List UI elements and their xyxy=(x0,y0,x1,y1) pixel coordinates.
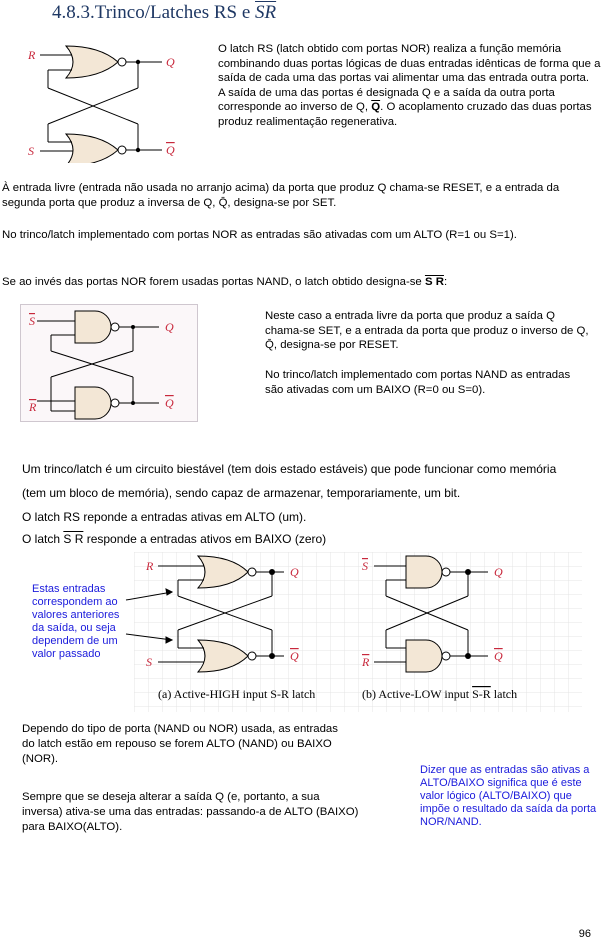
bistable-line-1: Um trinco/latch é um circuito biestável (tem dois estado estáveis) que pode funcionar como memória xyxy=(22,462,557,476)
para-nor-active: No trinco/latch implementado com portas NOR as entradas são ativadas com um ALTO (R=1 ou S=1). xyxy=(2,229,517,241)
para-nand-intro: Se ao invés das portas NOR forem usadas portas NAND, o latch obtido designa-se S R: xyxy=(2,276,448,288)
bistable-line-3: O latch RS reponde a entradas ativas em ALTO (um). xyxy=(22,510,307,524)
nor-desc-1: O latch RS (latch obtido com portas NOR) realiza a função memória combinando duas portas lógicas de duas entradas idênticas de forma que a saída de cada uma das portas vai alimentar uma das entrada outra porta. xyxy=(218,43,601,84)
caption-b: (b) Active-LOW input S-R latch xyxy=(362,687,518,701)
fig-a-label-q: Q xyxy=(290,565,299,579)
fig-b-label-r-bar: R xyxy=(362,655,370,669)
fig-b-label-q: Q xyxy=(494,565,503,579)
fig-b-label-s-bar: S xyxy=(362,559,368,573)
fig-a-label-q-bar: Q xyxy=(290,649,299,663)
nor-latch-diagram xyxy=(22,38,192,163)
figure-note: Estas entradas correspondem ao valores anteriores da saída, ou seja dependem de um valor passado xyxy=(32,583,120,660)
page-number: 96 xyxy=(578,928,591,940)
fig-b-label-q-bar: Q xyxy=(494,649,503,663)
para-reset-set: À entrada livre (entrada não usada no arranjo acima) da porta que produz Q chama-se RESET, e a entrada da segunda porta que produz a inversa de Q, Q̄, designa-se por SET. xyxy=(2,182,560,209)
section-title-sr: $\overline{SR}$ xyxy=(255,2,277,23)
para-change: Sempre que se deseja alterar a saída Q (e, portanto, a sua inversa) ativa-se uma das entradas: passando-a de ALTO (BAIXO) para BAIXO(ALTO). xyxy=(22,791,359,833)
nand-desc-1: Neste caso a entrada livre da porta que produz a saída Q chama-se SET, e a entrada da porta que produz o inverso de Q, Q̄, designa-se por RESET. xyxy=(265,310,589,351)
fig-a-label-s: S xyxy=(146,655,152,669)
nand-latch-diagram xyxy=(21,305,197,421)
nand-label-q: Q xyxy=(165,320,174,334)
nand-label-q-bar: Q xyxy=(165,396,174,410)
nand-latch-box xyxy=(20,304,198,422)
para-rest: Dependo do tipo de porta (NAND ou NOR) usada, as entradas do latch estão em repouso se forem ALTO (NAND) ou BAIXO (NOR). xyxy=(22,723,338,765)
note-active: Dizer que as entradas são ativas a ALTO/BAIXO significa que é este valor lógico (ALTO/BAIXO) que impõe o resultado da saída da porta NOR/NAND. xyxy=(420,764,597,828)
nor-label-q: Q xyxy=(166,55,175,69)
bistable-line-2: (tem um bloco de memória), sendo capaz de armazenar, temporariamente, um bit. xyxy=(22,486,461,500)
nor-label-q-bar: Q xyxy=(166,143,175,157)
fig-a-label-r: R xyxy=(146,559,154,573)
caption-a: (a) Active-HIGH input S-R latch xyxy=(158,687,316,701)
nand-desc-2: No trinco/latch implementado com portas NAND as entradas são ativadas com um BAIXO (R=0 ou S=0). xyxy=(265,369,571,396)
nor-label-r: R xyxy=(28,48,36,62)
section-title-text: 4.8.3.Trinco/Latches RS e xyxy=(52,2,256,23)
nor-label-s: S xyxy=(28,144,34,158)
nand-label-s-bar: S xyxy=(29,314,35,328)
nand-label-r-bar: R xyxy=(29,400,37,414)
nor-description xyxy=(218,42,603,129)
bistable-line-4: O latch S R responde a entradas ativos em BAIXO (zero) xyxy=(22,532,327,546)
section-title xyxy=(52,2,276,24)
nor-desc-2: A saída de uma das portas é designada Q e a saída da outra porta corresponde ao inverso de Q, $\overline{Q}$. O acoplamento cruzado das duas portas produz realimentação regenerativa. xyxy=(218,86,592,128)
